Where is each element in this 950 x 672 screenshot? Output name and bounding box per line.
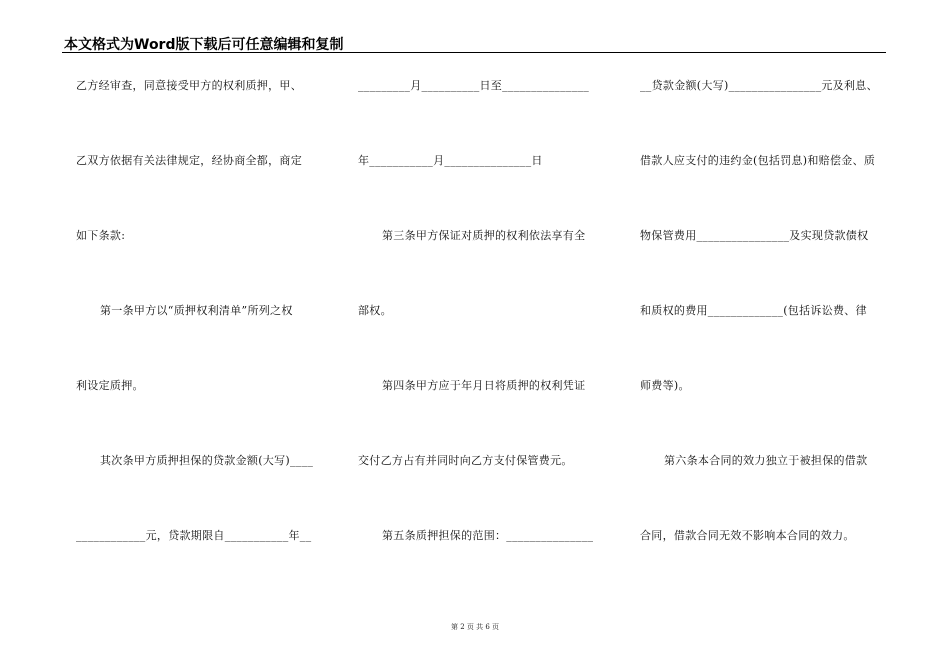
text-column-1 [76, 0, 326, 672]
text-line: 第三条甲方保证对质押的权利依法享有全 [382, 229, 586, 242]
text-line: __贷款金额(大写)________________元及利息、 [640, 79, 878, 92]
text-line: 第六条本合同的效力独立于被担保的借款 [664, 454, 868, 467]
text-line: 乙双方依据有关法律规定，经协商全都，商定 [76, 154, 302, 167]
text-line: 如下条款: [76, 229, 126, 242]
document-header-title: 本文格式为Word版下载后可任意编辑和复制 [64, 37, 344, 53]
text-line: 第四条甲方应于年月日将质押的权利凭证 [382, 379, 586, 392]
text-line: 乙方经审查，同意接受甲方的权利质押，甲、 [76, 79, 302, 92]
text-column-3 [640, 0, 890, 672]
text-line: 师费等)。 [640, 379, 690, 392]
text-line: 和质权的费用_____________(包括诉讼费、律 [640, 304, 867, 317]
text-line: _________月__________日至_______________ [358, 79, 590, 92]
text-line: 年___________月_______________日 [358, 154, 543, 167]
text-line: 交付乙方占有并同时向乙方支付保管费元。 [358, 454, 573, 467]
text-line: 其次条甲方质押担保的贷款金额(大写)____ [100, 454, 314, 467]
page-number-footer: 第 2 页 共 6 页 [450, 623, 500, 631]
text-line: 利设定质押。 [76, 379, 144, 392]
text-line: 合同，借款合同无效不影响本合同的效力。 [640, 529, 855, 542]
text-line: 第五条质押担保的范围：_______________ [382, 529, 594, 542]
text-line: 借款人应支付的违约金(包括罚息)和赔偿金、质 [640, 154, 876, 167]
text-line: 第一条甲方以“质押权利清单”所列之权 [100, 304, 293, 317]
text-line: 物保管费用________________及实现贷款债权 [640, 229, 869, 242]
text-line: ____________元，贷款期限自___________年__ [76, 529, 312, 542]
text-column-2 [358, 0, 608, 672]
text-line: 部权。 [358, 304, 392, 317]
